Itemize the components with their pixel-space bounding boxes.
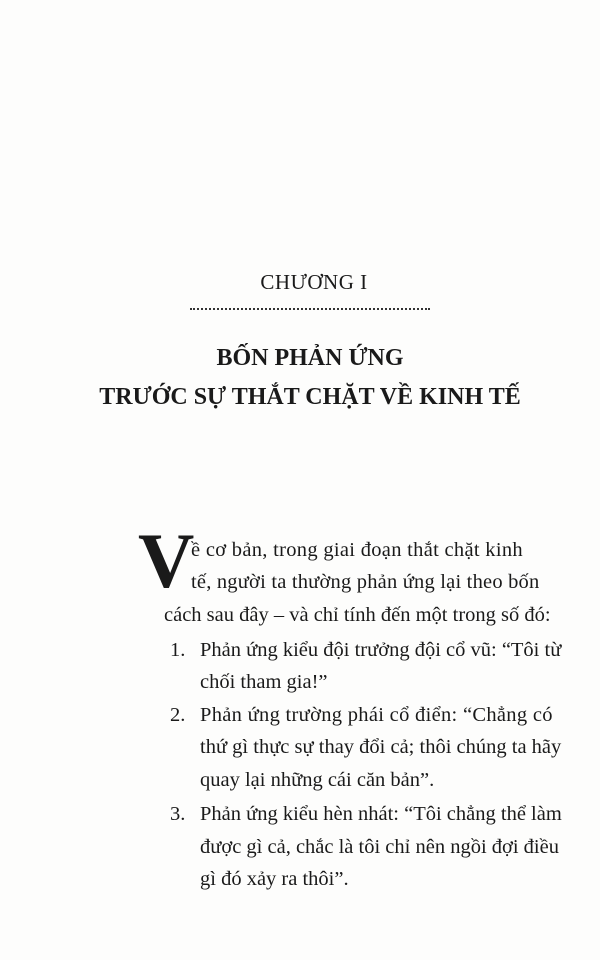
list-item-line: chối tham gia!” (200, 671, 328, 693)
list-number: 2. (170, 704, 186, 726)
list-item-line: được gì cả, chắc là tôi chỉ nên ngồi đợi điều (200, 836, 559, 858)
list-item-line: Phản ứng kiểu đội trưởng đội cổ vũ: “Tôi từ (200, 639, 562, 661)
chapter-label: CHƯƠNG I (260, 270, 368, 294)
list-item-line: gì đó xảy ra thôi”. (200, 868, 349, 890)
intro-line: tế, người ta thường phản ứng lại theo bốn (191, 571, 540, 593)
list-number: 1. (170, 639, 186, 661)
intro-line: cách sau đây – và chỉ tính đến một trong số đó: (164, 604, 551, 626)
drop-cap: V (138, 517, 195, 604)
list-item-line: thứ gì thực sự thay đổi cả; thôi chúng ta hãy (200, 736, 562, 758)
list-item-line: Phản ứng kiểu hèn nhát: “Tôi chẳng thể làm (200, 803, 562, 825)
intro-line: ề cơ bản, trong giai đoạn thắt chặt kinh (191, 539, 523, 561)
chapter-title-line-2: TRƯỚC SỰ THẮT CHẶT VỀ KINH TẾ (99, 384, 521, 410)
list-item-line: quay lại những cái căn bản”. (200, 769, 435, 791)
dotted-divider (190, 308, 430, 310)
chapter-title-line-1: BỐN PHẢN ỨNG (216, 345, 404, 371)
list-number: 3. (170, 803, 186, 825)
list-item-line: Phản ứng trường phái cổ điển: “Chẳng có (200, 704, 553, 726)
